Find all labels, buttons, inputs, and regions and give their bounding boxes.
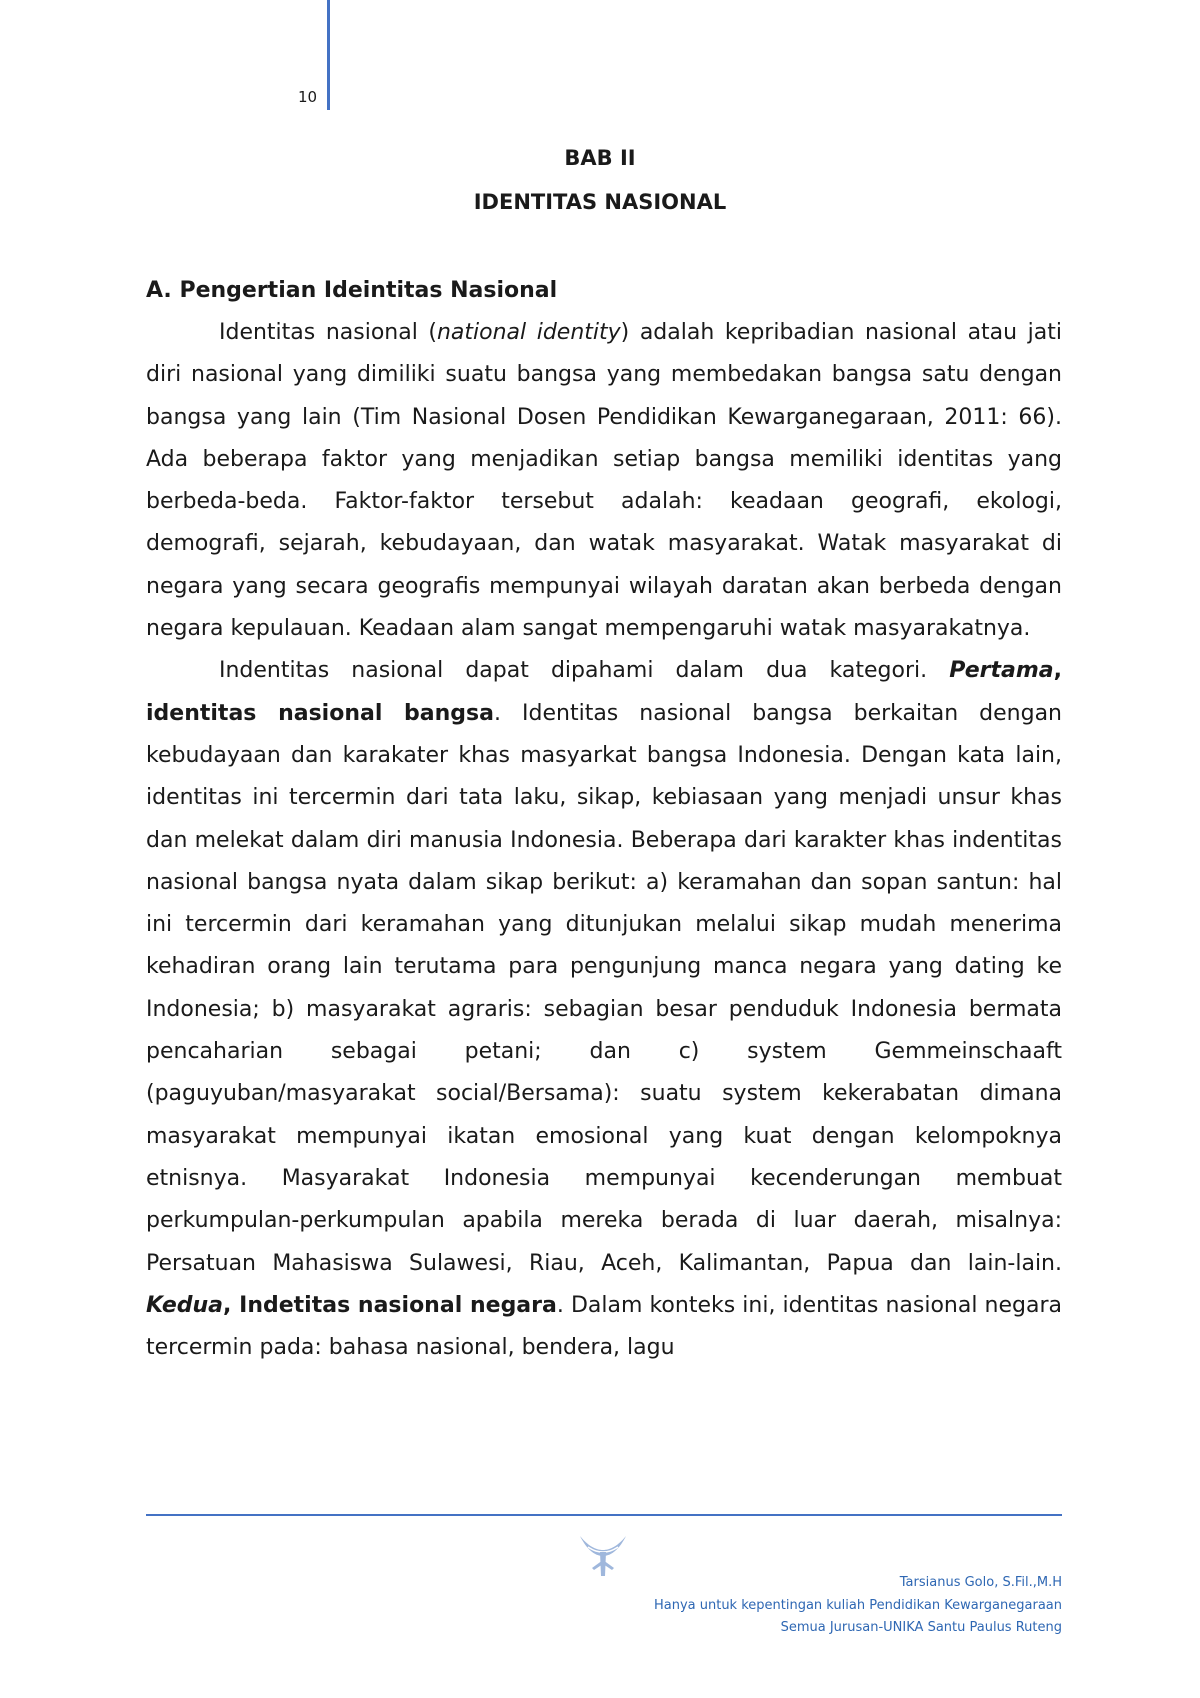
- footer-institution: Semua Jurusan-UNIKA Santu Paulus Ruteng: [780, 1620, 1062, 1635]
- paragraph-2-text-a: Indentitas nasional dapat dipahami dalam dua kategori.: [219, 658, 950, 684]
- footer-rule: [146, 1514, 1062, 1516]
- bird-logo-icon: [578, 1530, 628, 1580]
- header-vertical-bar: [327, 0, 330, 110]
- paragraph-2-kedua: Kedua: [146, 1292, 224, 1318]
- paragraph-1-text-a: Identitas nasional (: [219, 320, 437, 345]
- paragraph-2-text-c: . Dalam konteks ini, identitas nasional negara tercermin pada: bahasa nasional, bendera, lagu: [146, 1292, 1063, 1361]
- paragraph-2: [146, 650, 1062, 1369]
- paragraph-2-text-b: . Identitas nasional bangsa berkaitan dengan kebudayaan dan karakater khas masyarkat bangsa Indonesia. Dengan kata lain, identitas ini tercermin dari tata laku, sikap, kebiasaan yang menjadi unsur khas dan melekat dalam diri manusia Indonesia. Beberapa dari karakter khas indentitas nasional bangsa nyata dalam sikap berikut: a) keramahan dan sopan santun: hal ini tercermin dari keramahan yang ditunjukan melalui sikap mudah menerima kehadiran orang lain terutama para pengunjung manca negara yang dating ke Indonesia; b) masyarakat agraris: sebagian besar penduduk Indonesia bermata pencaharian sebagai petani; dan c) system Gemmeinschaaft (paguyuban/masyarakat social/Bersama): suatu system kekerabatan dimana masyarakat mempunyai ikatan emosional yang kuat dengan kelompoknya etnisnya. Masyarakat Indonesia mempunyai kecenderungan membuat perkumpulan-perkumpulan apabila mereka berada di luar daerah, misalnya: Persatuan Mahasiswa Sulawesi, Riau, Aceh, Kalimantan, Papua dan lain-lain.: [146, 700, 1062, 1276]
- footer: [654, 1572, 1062, 1640]
- page-number: 10: [298, 88, 318, 106]
- paragraph-1-italic-term: national identity: [436, 320, 621, 345]
- paragraph-1-text-b: ) adalah kepribadian nasional atau jati diri nasional yang dimiliki suatu bangsa yang membedakan bangsa satu dengan bangsa yang lain (Tim Nasional Dosen Pendidikan Kewarganegaraan, 2011: 66). Ada beberapa faktor yang menjadikan setiap bangsa memiliki identitas yang berbeda-beda. Faktor-faktor tersebut adalah: keadaan geografi, ekologi, demografi, sejarah, kebudayaan, dan watak masyarakat. Watak masyarakat di negara yang secara geografis mempunyai wilayah daratan akan berbeda dengan negara kepulauan. Keadaan alam sangat mempengaruhi watak masyarakatnya.: [146, 320, 1063, 642]
- footer-note: Hanya untuk kepentingan kuliah Pendidikan Kewarganegaraan: [653, 1597, 1062, 1613]
- paragraph-2-bold-a: , identitas nasional bangsa: [146, 658, 1062, 726]
- section-heading: A. Pengertian Ideintitas Nasional: [146, 278, 558, 303]
- chapter-title: IDENTITAS NASIONAL: [473, 190, 727, 214]
- paragraph-2-pertama: Pertama: [949, 658, 1054, 684]
- main-content: [146, 270, 1062, 1369]
- footer-author: Tarsianus Golo, S.Fil.,M.H: [899, 1575, 1062, 1590]
- paragraph-2-bold-b: , Indetitas nasional negara: [223, 1292, 557, 1318]
- chapter-label: BAB II: [564, 146, 636, 170]
- paragraph-1: [146, 312, 1062, 650]
